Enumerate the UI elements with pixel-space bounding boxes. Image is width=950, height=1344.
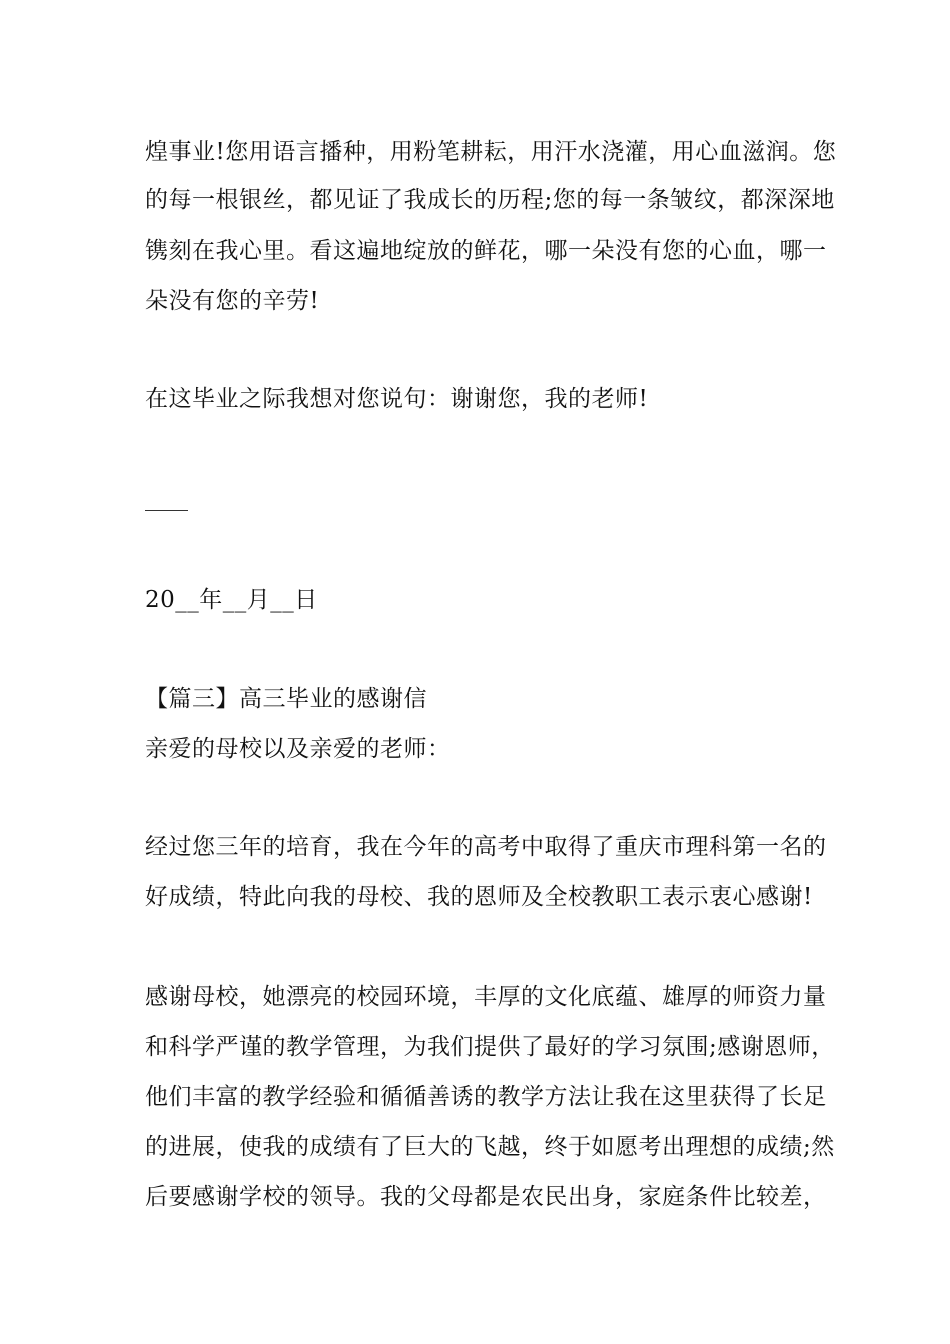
thanks-line: 在这毕业之际我想对您说句：谢谢您，我的老师! (145, 386, 649, 412)
section-title: 【篇三】高三毕业的感谢信 (145, 686, 427, 712)
para3-line-3: 他们丰富的教学经验和循循善诱的教学方法让我在这里获得了长足 (145, 1084, 827, 1110)
signature-rule (145, 510, 188, 511)
para3-line-1: 感谢母校，她漂亮的校园环境，丰厚的文化底蕴、雄厚的师资力量 (145, 984, 827, 1010)
para3-line-4: 的进展，使我的成绩有了巨大的飞越，终于如愿考出理想的成绩;然 (145, 1134, 835, 1160)
date-line: 20__年__月__日 (145, 587, 318, 613)
para2-line-2: 好成绩，特此向我的母校、我的恩师及全校教职工表示衷心感谢! (145, 884, 813, 910)
para3-line-2: 和科学严谨的教学管理，为我们提供了最好的学习氛围;感谢恩师， (145, 1034, 835, 1060)
para1-line-3: 镌刻在我心里。看这遍地绽放的鲜花，哪一朵没有您的心血，哪一 (145, 238, 827, 264)
salutation: 亲爱的母校以及亲爱的老师： (145, 736, 451, 762)
para1-line-4: 朵没有您的辛劳! (145, 288, 320, 314)
para2-line-1: 经过您三年的培育，我在今年的高考中取得了重庆市理科第一名的 (145, 834, 827, 860)
para1-line-1: 煌事业!您用语言播种，用粉笔耕耘，用汗水浇灌，用心血滋润。您 (145, 139, 837, 165)
para3-line-5: 后要感谢学校的领导。我的父母都是农民出身，家庭条件比较差， (145, 1184, 827, 1210)
para1-line-2: 的每一根银丝，都见证了我成长的历程;您的每一条皱纹，都深深地 (145, 187, 835, 213)
